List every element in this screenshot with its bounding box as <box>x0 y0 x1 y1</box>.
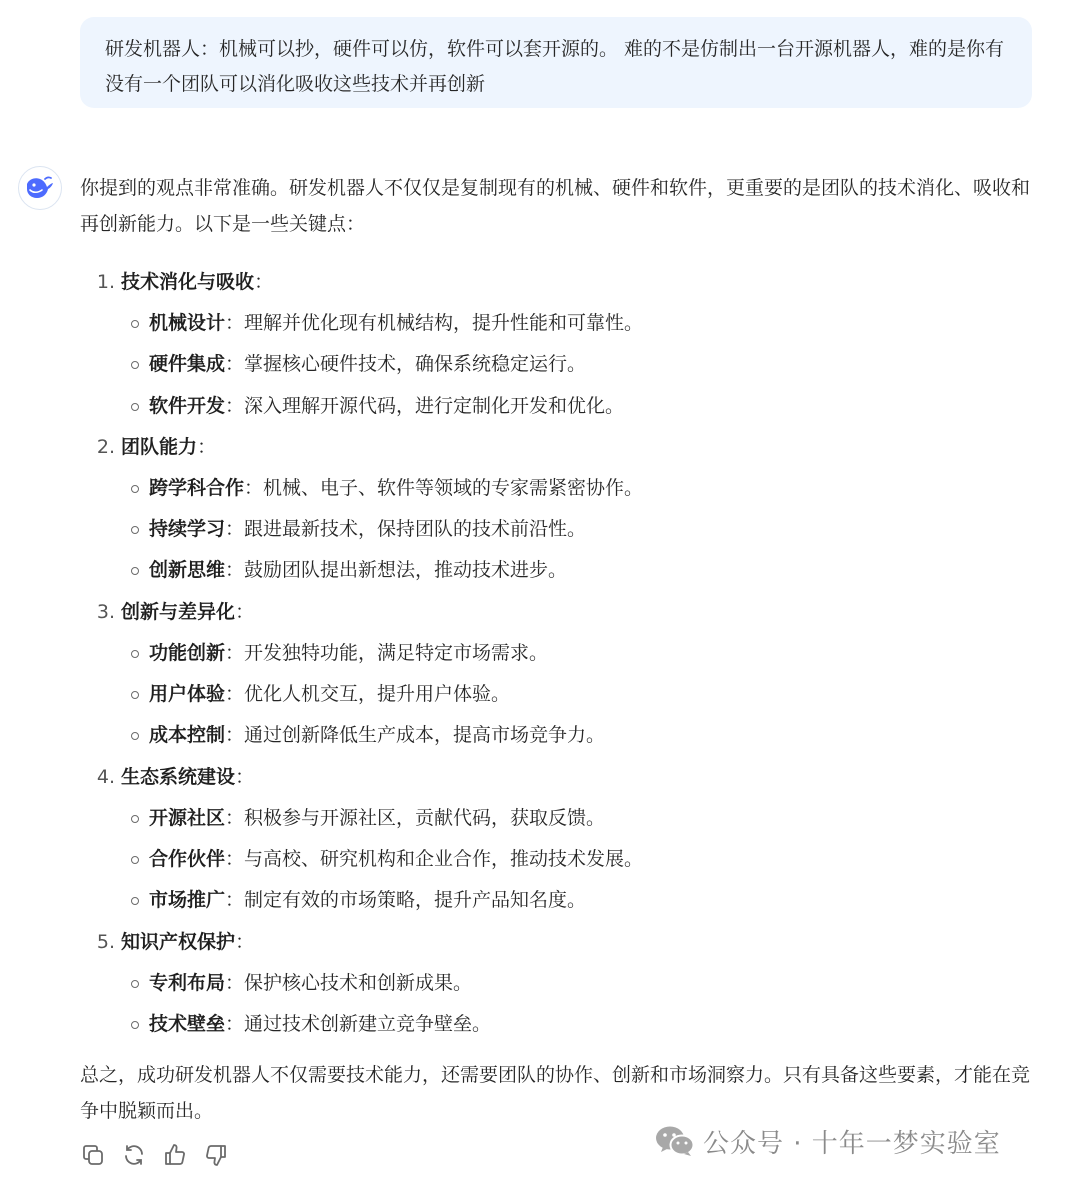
hollow-bullet-icon <box>131 403 139 411</box>
sub-point <box>80 674 1040 715</box>
hollow-bullet-icon <box>131 1021 139 1029</box>
key-point-title <box>80 262 1040 303</box>
sub-point-heading: 专利布局 <box>149 971 226 994</box>
dislike-button[interactable] <box>203 1142 228 1167</box>
key-point <box>80 262 1040 427</box>
sub-point-text: ：深入理解开源代码，进行定制化开发和优化。 <box>225 394 625 417</box>
sub-point-heading: 开源社区 <box>149 806 226 829</box>
hollow-bullet-icon <box>131 980 139 988</box>
key-point-number: 1. <box>96 271 115 293</box>
sub-point <box>80 880 1040 921</box>
key-point-title <box>80 922 1040 963</box>
key-point <box>80 427 1040 592</box>
like-button[interactable] <box>162 1142 187 1167</box>
key-point-heading: 生态系统建设 <box>121 765 236 788</box>
copy-button[interactable] <box>80 1142 105 1167</box>
sub-point-text: ：与高校、研究机构和企业合作，推动技术发展。 <box>225 847 644 870</box>
sub-point-list <box>80 303 1040 427</box>
hollow-bullet-icon <box>131 815 139 823</box>
sub-point <box>80 468 1040 509</box>
watermark-text: 公众号 · 十年一梦实验室 <box>703 1128 1001 1159</box>
user-message-bubble <box>80 17 1032 108</box>
hollow-bullet-icon <box>131 567 139 575</box>
key-points-list <box>80 262 1040 1045</box>
sub-point-heading: 持续学习 <box>149 518 226 541</box>
hollow-bullet-icon <box>131 897 139 905</box>
key-point-colon: ： <box>254 271 274 293</box>
sub-point-heading: 跨学科合作 <box>149 476 245 499</box>
key-point <box>80 592 1040 757</box>
sub-point-text: ：通过创新降低生产成本，提高市场竞争力。 <box>225 724 606 747</box>
deepseek-whale-icon <box>25 175 55 201</box>
sub-point-list <box>80 963 1040 1046</box>
sub-point <box>80 1004 1040 1045</box>
sub-point <box>80 715 1040 756</box>
key-point <box>80 757 1040 922</box>
message-actions <box>80 1142 228 1167</box>
regenerate-button[interactable] <box>121 1142 146 1167</box>
sub-point <box>80 963 1040 1004</box>
sub-point-text: ：优化人机交互，提升用户体验。 <box>225 683 511 706</box>
sub-point-text: ：鼓励团队提出新想法，推动技术进步。 <box>225 559 568 582</box>
hollow-bullet-icon <box>131 732 139 740</box>
sub-point-heading: 功能创新 <box>149 641 226 664</box>
user-message-text: 研发机器人：机械可以抄，硬件可以仿，软件可以套开源的。 难的不是仿制出一台开源机器人，难的是你有没有一个团队可以消化吸收这些技术并再创新 <box>105 38 1005 95</box>
hollow-bullet-icon <box>131 526 139 534</box>
sub-point-text: ：理解并优化现有机械结构，提升性能和可靠性。 <box>225 312 644 334</box>
sub-point <box>80 509 1040 550</box>
assistant-answer <box>80 170 1040 1045</box>
hollow-bullet-icon <box>131 650 139 658</box>
hollow-bullet-icon <box>131 320 139 328</box>
sub-point-text: ：通过技术创新建立竞争壁垒。 <box>225 1012 492 1035</box>
wechat-icon <box>655 1124 695 1158</box>
sub-point-heading: 硬件集成 <box>149 353 226 376</box>
answer-summary: 总之，成功研发机器人不仅需要技术能力，还需要团队的协作、创新和市场洞察力。只有具备这些要素，才能在竞争中脱颖而出。 <box>80 1064 1031 1122</box>
copy-icon <box>81 1143 105 1167</box>
assistant-avatar <box>18 166 62 210</box>
key-point-heading: 团队能力 <box>121 435 198 458</box>
regenerate-icon <box>122 1143 146 1167</box>
key-point-number: 3. <box>96 600 115 623</box>
sub-point-heading: 合作伙伴 <box>149 847 226 870</box>
sub-point-heading: 技术壁垒 <box>149 1012 226 1035</box>
watermark <box>655 1121 1001 1161</box>
sub-point-list <box>80 468 1040 592</box>
hollow-bullet-icon <box>131 691 139 699</box>
thumbs-up-icon <box>163 1143 187 1167</box>
sub-point-heading: 用户体验 <box>149 683 226 706</box>
key-point-heading: 知识产权保护 <box>121 930 236 953</box>
sub-point-text: ：保护核心技术和创新成果。 <box>225 971 473 994</box>
key-point-colon: ： <box>235 765 255 788</box>
key-point-colon: ： <box>235 600 255 623</box>
sub-point-heading: 成本控制 <box>149 724 226 747</box>
sub-point-text: ：机械、电子、软件等领域的专家需紧密协作。 <box>244 476 644 499</box>
key-point-colon: ： <box>197 435 217 458</box>
key-point-number: 5. <box>96 930 115 953</box>
sub-point-text: ：掌握核心硬件技术，确保系统稳定运行。 <box>225 353 587 376</box>
sub-point-list <box>80 633 1040 757</box>
key-point-number: 2. <box>96 435 115 458</box>
sub-point-text: ：积极参与开源社区，贡献代码，获取反馈。 <box>225 806 606 829</box>
sub-point-heading: 软件开发 <box>149 394 226 417</box>
key-point-number: 4. <box>96 765 115 788</box>
thumbs-down-icon <box>204 1143 228 1167</box>
sub-point-list <box>80 798 1040 922</box>
sub-point-text: ：跟进最新技术，保持团队的技术前沿性。 <box>225 518 587 541</box>
key-point-title <box>80 427 1040 468</box>
hollow-bullet-icon <box>131 856 139 864</box>
sub-point <box>80 303 1040 344</box>
sub-point <box>80 344 1040 385</box>
hollow-bullet-icon <box>131 485 139 493</box>
sub-point-heading: 机械设计 <box>149 312 226 334</box>
key-point-heading: 创新与差异化 <box>121 600 236 623</box>
key-point-title <box>80 757 1040 798</box>
key-point-heading: 技术消化与吸收 <box>121 271 255 293</box>
sub-point-heading: 市场推广 <box>149 889 226 912</box>
key-point-colon: ： <box>235 930 255 953</box>
sub-point-text: ：制定有效的市场策略，提升产品知名度。 <box>225 889 587 912</box>
key-point <box>80 922 1040 1046</box>
sub-point <box>80 386 1040 427</box>
sub-point <box>80 839 1040 880</box>
hollow-bullet-icon <box>131 361 139 369</box>
sub-point-heading: 创新思维 <box>149 559 226 582</box>
sub-point <box>80 633 1040 674</box>
key-point-title <box>80 592 1040 633</box>
sub-point <box>80 798 1040 839</box>
sub-point <box>80 550 1040 591</box>
sub-point-text: ：开发独特功能，满足特定市场需求。 <box>225 641 549 664</box>
answer-intro: 你提到的观点非常准确。研发机器人不仅仅是复制现有的机械、硬件和软件，更重要的是团队的技术消化、吸收和再创新能力。以下是一些关键点： <box>80 177 1031 235</box>
